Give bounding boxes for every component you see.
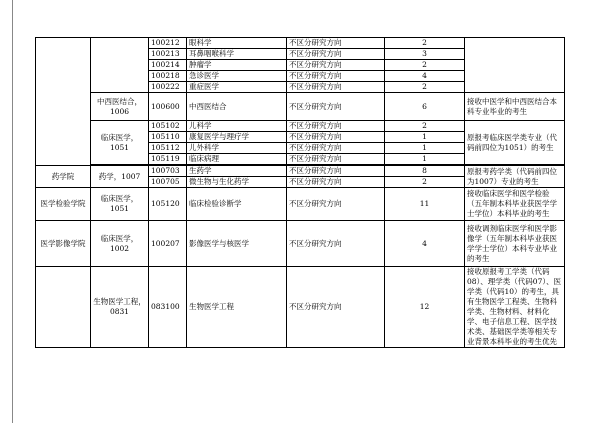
note-cell <box>465 38 565 93</box>
direction-cell: 不区分研究方向 <box>287 60 385 71</box>
direction-cell: 不区分研究方向 <box>287 121 385 132</box>
code-cell: 100705 <box>149 177 187 188</box>
major-cell: 药学，1007 <box>91 166 149 188</box>
name-cell: 肿瘤学 <box>187 60 287 71</box>
code-cell: 105112 <box>149 143 187 154</box>
table-row <box>36 166 565 177</box>
table-row <box>36 188 565 221</box>
name-cell: 生物医学工程 <box>187 267 287 348</box>
name-cell: 生药学 <box>187 166 287 177</box>
name-cell: 儿科学 <box>187 121 287 132</box>
name-cell: 眼科学 <box>187 38 287 49</box>
note-cell: 接收中医学和中西医结合本科专业毕业的考生 <box>465 93 565 121</box>
name-cell: 康复医学与理疗学 <box>187 132 287 143</box>
table-row <box>36 267 565 348</box>
count-cell: 8 <box>385 166 465 177</box>
table-row <box>36 93 565 121</box>
name-cell: 临床检验诊断学 <box>187 188 287 221</box>
direction-cell: 不区分研究方向 <box>287 221 385 267</box>
page-edge <box>0 0 13 423</box>
major-cell: 生物医学工程，0831 <box>91 267 149 348</box>
name-cell: 儿外科学 <box>187 143 287 154</box>
table-row <box>36 38 565 49</box>
direction-cell: 不区分研究方向 <box>287 267 385 348</box>
direction-cell: 不区分研究方向 <box>287 132 385 143</box>
count-cell: 1 <box>385 132 465 143</box>
name-cell: 重症医学 <box>187 82 287 93</box>
count-cell: 4 <box>385 221 465 267</box>
code-cell: 100212 <box>149 38 187 49</box>
college-cell <box>36 38 91 166</box>
college-cell: 医学影像学院 <box>36 221 91 267</box>
code-cell: 105120 <box>149 188 187 221</box>
direction-cell: 不区分研究方向 <box>287 49 385 60</box>
name-cell: 影像医学与核医学 <box>187 221 287 267</box>
name-cell: 中西医结合 <box>187 93 287 121</box>
major-cell <box>91 38 149 93</box>
name-cell: 微生物与生化药学 <box>187 177 287 188</box>
direction-cell: 不区分研究方向 <box>287 166 385 177</box>
count-cell: 12 <box>385 267 465 348</box>
code-cell: 083100 <box>149 267 187 348</box>
count-cell: 1 <box>385 143 465 154</box>
note-cell: 接收原报考工学类（代码08）、理学类（代码07）、医学类（代码10）的考生，具有生物医学工程类、生物科学类、生物材料、材料化学、电子信息工程、医学技术类、基础医学类等相关专业背景本科毕业的考生优先 <box>465 267 565 348</box>
code-cell: 100222 <box>149 82 187 93</box>
direction-cell: 不区分研究方向 <box>287 188 385 221</box>
note-cell: 接收调剂临床医学和医学影像学（五年制本科毕业获医学学士学位）本科专业毕业的考生 <box>465 221 565 267</box>
count-cell: 4 <box>385 71 465 82</box>
table-row <box>36 121 565 132</box>
name-cell: 临床病理 <box>187 154 287 165</box>
code-cell: 100600 <box>149 93 187 121</box>
college-cell: 医学检验学院 <box>36 188 91 221</box>
note-cell: 接收临床医学和医学检验（五年制本科毕业获医学学士学位）本科毕业的考生 <box>465 188 565 221</box>
major-cell: 临床医学，1051 <box>91 121 149 165</box>
count-cell: 2 <box>385 177 465 188</box>
name-cell: 急诊医学 <box>187 71 287 82</box>
college-cell: 药学院 <box>36 166 91 188</box>
code-cell: 100213 <box>149 49 187 60</box>
note-cell: 原报考药学类（代码前四位为1007）专业的考生 <box>465 166 565 188</box>
direction-cell: 不区分研究方向 <box>287 143 385 154</box>
college-cell <box>36 267 91 348</box>
direction-cell: 不区分研究方向 <box>287 177 385 188</box>
direction-cell: 不区分研究方向 <box>287 82 385 93</box>
count-cell: 11 <box>385 188 465 221</box>
code-cell: 100207 <box>149 221 187 267</box>
count-cell: 2 <box>385 121 465 132</box>
direction-cell: 不区分研究方向 <box>287 93 385 121</box>
count-cell: 3 <box>385 49 465 60</box>
direction-cell: 不区分研究方向 <box>287 154 385 165</box>
direction-cell: 不区分研究方向 <box>287 38 385 49</box>
code-cell: 105119 <box>149 154 187 165</box>
count-cell: 2 <box>385 82 465 93</box>
enrollment-table <box>35 37 565 348</box>
major-cell: 临床医学，1051 <box>91 188 149 221</box>
major-cell: 中西医结合，1006 <box>91 93 149 121</box>
code-cell: 105102 <box>149 121 187 132</box>
count-cell: 6 <box>385 93 465 121</box>
major-cell: 临床医学，1002 <box>91 221 149 267</box>
note-cell: 原报考临床医学类专业（代码前四位为1051）的考生 <box>465 121 565 165</box>
count-cell: 2 <box>385 38 465 49</box>
direction-cell: 不区分研究方向 <box>287 71 385 82</box>
count-cell: 2 <box>385 60 465 71</box>
count-cell: 1 <box>385 154 465 165</box>
code-cell: 105110 <box>149 132 187 143</box>
name-cell: 耳鼻咽喉科学 <box>187 49 287 60</box>
code-cell: 100703 <box>149 166 187 177</box>
table-row <box>36 221 565 267</box>
code-cell: 100214 <box>149 60 187 71</box>
code-cell: 100218 <box>149 71 187 82</box>
